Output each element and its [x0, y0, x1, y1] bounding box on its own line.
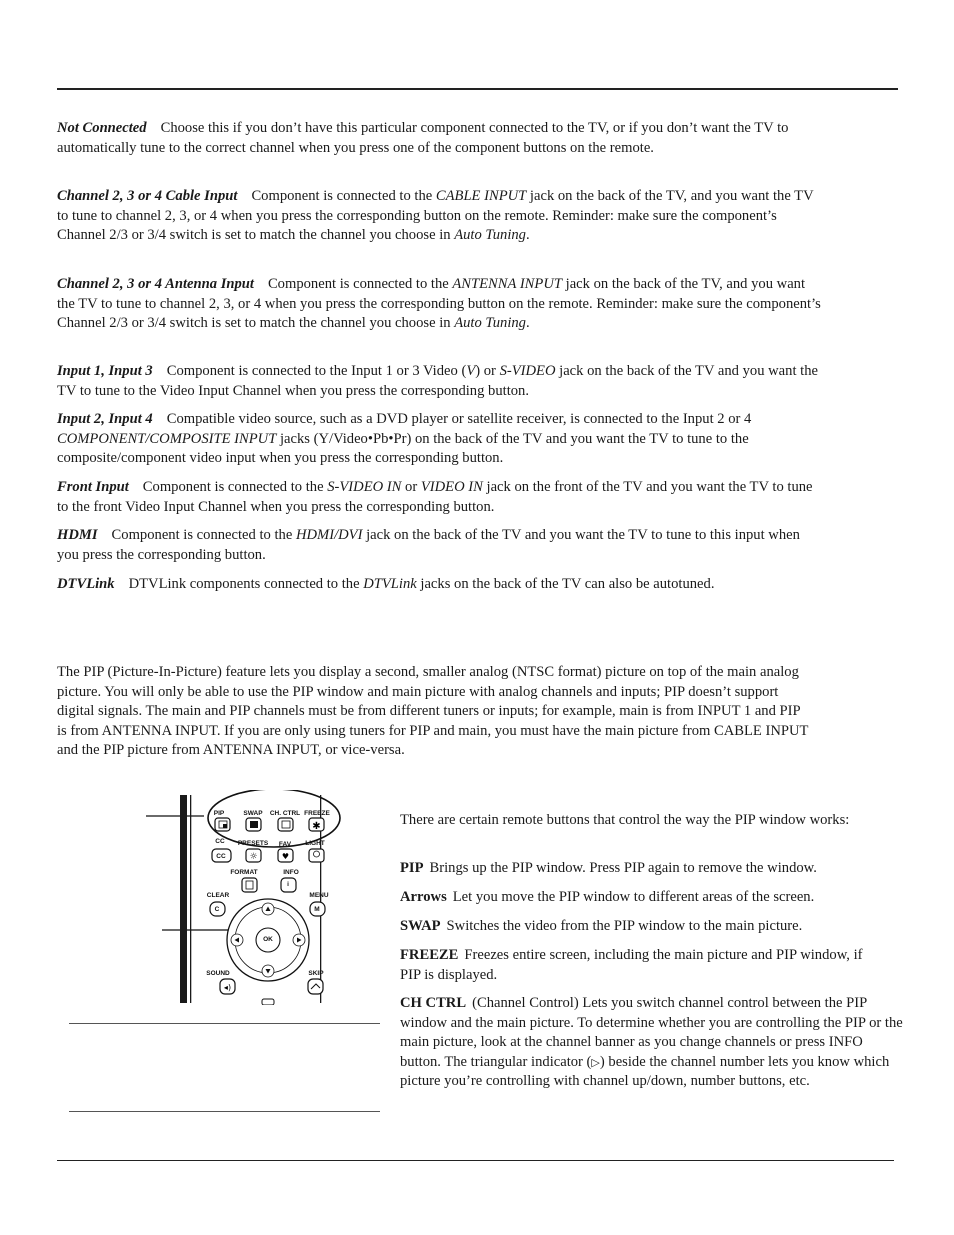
definition-text: jacks on the back of the TV can also be autotuned.: [416, 576, 715, 592]
freeze-text: Freezes entire screen, including the main picture and PIP window, if PIP is displayed.: [400, 947, 863, 983]
definition-text: or: [401, 479, 421, 495]
info-label: INFO: [283, 869, 299, 876]
definition-text: .: [525, 315, 530, 331]
skip-button[interactable]: [308, 979, 323, 994]
definition-term: Not Connected: [57, 120, 147, 136]
ch-ctrl-button[interactable]: [278, 818, 293, 831]
remote-inner-line: [190, 795, 191, 1003]
arrows-description: [400, 888, 906, 908]
fav-label: FAV: [278, 841, 292, 848]
definition-emphasis: S-VIDEO IN: [327, 479, 402, 495]
ch-ctrl-label: CH. CTRL: [269, 810, 301, 817]
definition-cable-input: [57, 187, 822, 246]
definition-text: Component is connected to the Input 1 or 3 Video (: [166, 363, 467, 379]
arrows-term: Arrows: [400, 889, 447, 905]
ch-ctrl-text-after: ) beside the channel number lets you know which picture you’re controlling with channel up/down, number buttons, etc.: [400, 1053, 890, 1089]
format-label: FORMAT: [230, 869, 258, 876]
menu-label: MENU: [309, 892, 329, 899]
definition-term: Input 2, Input 4: [57, 411, 153, 427]
definition-text: Component is connected to the: [142, 479, 328, 495]
remote-illustration: [140, 790, 360, 1005]
definition-emphasis: Auto Tuning: [454, 227, 526, 243]
menu-key-text: M: [314, 906, 320, 913]
freeze-label: FREEZE: [304, 810, 330, 817]
definition-text: .: [525, 227, 530, 243]
pip-button[interactable]: [215, 818, 230, 831]
swap-term: SWAP: [400, 918, 441, 934]
remote-edge-left: [180, 795, 187, 1003]
definition-term: HDMI: [57, 527, 98, 543]
definition-text: Component is connected to the: [267, 276, 453, 292]
definition-hdmi: [57, 526, 822, 565]
definition-text: DTVLink components connected to the: [128, 576, 364, 592]
swap-label: SWAP: [243, 810, 263, 817]
definition-term: Input 1, Input 3: [57, 363, 153, 379]
definition-input-1-3: [57, 362, 822, 401]
pip-text: Brings up the PIP window. Press PIP again to remove the window.: [429, 860, 817, 876]
definition-emphasis: HDMI/DVI: [295, 527, 363, 543]
arrows-text: Let you move the PIP window to different areas of the screen.: [452, 889, 815, 905]
definition-text: Choose this if you don’t have this particular component connected to the TV, or if you don’t want the TV to automatically tune to the correct channel when you press one of the component buttons on the remote.: [57, 120, 789, 156]
skip-label: SKIP: [308, 970, 324, 977]
ch-ctrl-text-before: (Channel Control) Lets you switch channel control between the PIP window and the main picture. To determine whether you are controlling the PIP or the main picture, look at the channel banner as you change channels or press INFO button. The triangular indicator (: [400, 995, 903, 1070]
triangle-indicator-icon: ▷: [591, 1055, 600, 1069]
definition-term: Channel 2, 3 or 4 Antenna Input: [57, 276, 254, 292]
definition-not-connected: [57, 119, 822, 158]
freeze-icon: ✱: [312, 821, 321, 832]
definition-input-2-4: [57, 410, 822, 469]
format-button[interactable]: [242, 878, 257, 892]
pip-button-description: [400, 859, 906, 879]
definition-text: jack on the front of the TV and you want the TV to tune to the front Video Input Channel when you press the corresponding button.: [57, 479, 813, 515]
top-rule: [57, 88, 898, 90]
light-label: LIGHT: [305, 840, 325, 847]
definition-text: jack on the back of the TV and you want the TV to tune to this input when you press the corresponding button.: [57, 527, 800, 563]
bottom-rule: [57, 1160, 894, 1161]
sound-icon: ◂): [223, 983, 232, 992]
pip-intro: The PIP (Picture-In-Picture) feature lets you display a second, smaller analog (NTSC format) picture on top of the main analog picture. You will only be able to use the PIP window and main picture with analog channels and inputs; PIP doesn’t support digital signals. The main and PIP channels must be from different tuners or inputs; for example, main is from INPUT 1 and PIP is from ANTENNA INPUT. If you are only using tuners for PIP and main, you must have the main picture from CABLE INPUT and the PIP picture from ANTENNA INPUT, or vice-versa.: [57, 664, 809, 758]
definition-emphasis: ANTENNA INPUT: [452, 276, 562, 292]
ch-ctrl-description: [400, 994, 906, 1092]
definition-emphasis: COMPONENT/COMPOSITE INPUT: [57, 430, 277, 447]
bottom-button[interactable]: [262, 999, 274, 1005]
definition-emphasis: Auto Tuning: [454, 315, 526, 331]
definition-emphasis: CABLE INPUT: [435, 188, 527, 204]
cc-label: CC: [215, 838, 225, 845]
definition-text: Component is connected to the: [251, 188, 436, 204]
freeze-description: [400, 946, 870, 985]
clear-key-text: C: [214, 906, 220, 913]
definition-dtvlink: [57, 575, 822, 595]
pip-icon-inner: [223, 824, 227, 828]
swap-text: Switches the video from the PIP window to the main picture.: [446, 918, 803, 934]
ok-label: OK: [263, 936, 273, 943]
definition-term: Channel 2, 3 or 4 Cable Input: [57, 188, 238, 204]
fav-icon: ♥: [281, 852, 290, 861]
pip-buttons-intro: There are certain remote buttons that control the way the PIP window works:: [400, 812, 850, 828]
definition-emphasis: V: [466, 363, 476, 379]
definition-text: Compatible video source, such as a DVD player or satellite receiver, is connected to the Input 2 or 4: [166, 411, 752, 427]
freeze-term: FREEZE: [400, 947, 459, 963]
swap-icon: [250, 821, 258, 828]
presets-label: PRESETS: [237, 840, 269, 847]
pip-label: PIP: [213, 810, 225, 817]
definition-text: Component is connected to the: [111, 527, 296, 543]
cc-key-text: CC: [216, 853, 226, 860]
ch-ctrl-term: CH CTRL: [400, 995, 467, 1011]
definition-term: DTVLink: [57, 576, 115, 592]
definition-text: ) or: [475, 363, 500, 379]
definition-term: Front Input: [57, 479, 129, 495]
pip-term: PIP: [400, 860, 424, 876]
swap-description: [400, 917, 906, 937]
definition-emphasis: DTVLink: [363, 576, 417, 592]
presets-icon: ☼: [249, 852, 258, 862]
definition-text: jacks (Y/Video•Pb•Pr) on the back of the TV and you want the TV to tune to the composite/component video input when you press the corresponding button.: [57, 430, 749, 466]
definition-text: jack on the back of the TV, and you want the TV to tune to channel 2, 3, or 4 when you press the corresponding button on the remote. Reminder: make sure the component’s Channel 2/3 or 3/4 switch is set to match the channel you choose in: [57, 188, 814, 243]
definition-emphasis: S-VIDEO: [499, 363, 556, 379]
caption-rule-bottom: [69, 1111, 380, 1112]
sound-label: SOUND: [206, 970, 230, 977]
definition-antenna-input: [57, 275, 822, 334]
info-key-text: i: [287, 881, 289, 888]
definition-emphasis: VIDEO IN: [420, 479, 483, 495]
caption-rule-top: [69, 1023, 380, 1024]
definition-front-input: [57, 478, 822, 517]
definition-text: jack on the back of the TV, and you want the TV to tune to channel 2, 3, or 4 when you press the corresponding button on the remote. Reminder: make sure the component’s Channel 2/3 or 3/4 switch is set to match the channel you choose in: [57, 276, 821, 331]
clear-label: CLEAR: [206, 892, 230, 899]
definition-text: jack on the back of the TV and you want the TV to tune to the Video Input Channel when you press the corresponding button.: [57, 363, 818, 399]
